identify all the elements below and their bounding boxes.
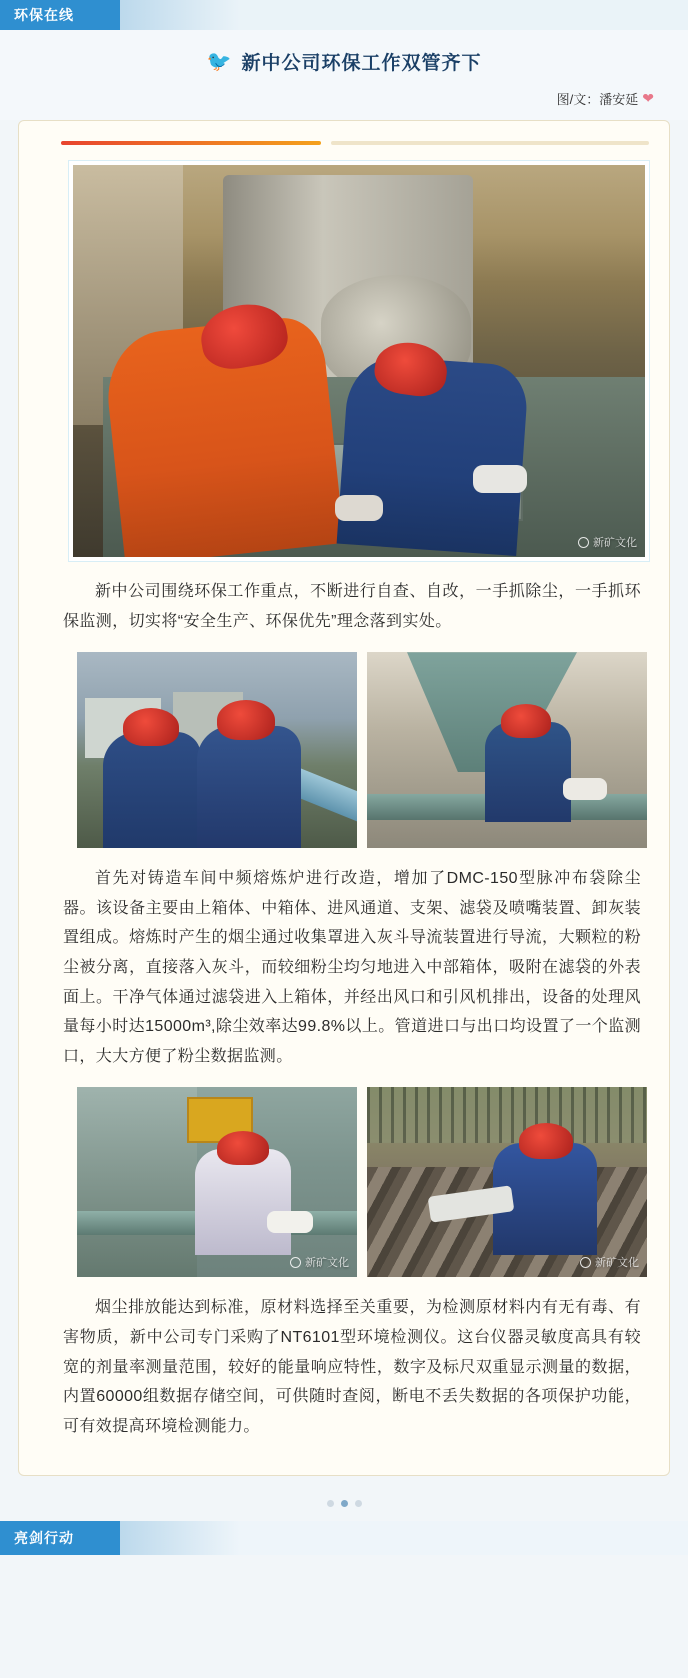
- scene-glove: [267, 1211, 313, 1233]
- byline-text: 图/文：潘安延: [556, 92, 639, 107]
- rule-plain-segment: [331, 141, 649, 145]
- decorative-rule: [61, 141, 649, 145]
- scene-helmet: [217, 1131, 269, 1165]
- article-card: [18, 120, 670, 1476]
- page-title: 新中公司环保工作双管齐下: [241, 53, 482, 74]
- watermark-text: 新矿文化: [595, 1257, 639, 1270]
- hero-photo-workers-installing-dust-collector: [69, 161, 649, 561]
- paragraph-3: 烟尘排放能达到标准，原材料选择至关重要，为检测原材料内有无有毒、有害物质，新中公司专门采购了NT6101型环境检测仪。这台仪器灵敏度高具有较宽的剂量率测量范围，较好的能量响应特性，数字及标尺双重显示测量的数据，内置60000组数据存储空间，可供随时查阅，断电不丢失数据的各项保护功能，可有效提高环境检测能力。: [63, 1299, 641, 1435]
- pager-dot-3[interactable]: [355, 1500, 362, 1507]
- scene-worker-2: [197, 726, 301, 848]
- watermark-text: 新矿文化: [593, 537, 637, 549]
- top-ribbon: [0, 0, 688, 30]
- photo-worker-scanning-scrap-material: [367, 1087, 647, 1277]
- paragraph-2: 首先对铸造车间中频熔炼炉进行改造，增加了DMC-150型脉冲布袋除尘器。该设备主要由上箱体、中箱体、进风通道、支架、滤袋及喷嘴装置、卸灰装置组成。熔炼时产生的烟尘通过收集罩进入灰斗导流装置进行导流，大颗粒的粉尘被分离，直接落入灰斗，而较细粉尘均匀地进入中部箱体，吸附在滤袋的外表面上。干净气体通过滤袋进入上箱体，并经出风口和引风机排出，设备的处理风量每小时达15000m³,除尘效率达99.8%以上。管道进口与出口均设置了一个监测口，大大方便了粉尘数据监测。: [63, 870, 641, 1065]
- bird-icon: 🐦: [206, 50, 232, 73]
- photo-scene-3: [77, 1087, 357, 1277]
- pager-dot-2[interactable]: [341, 1500, 348, 1507]
- paragraph-1: 新中公司围绕环保工作重点，不断进行自查、自改，一手抓除尘，一手抓环保监测，切实将“安全生产、环保优先”理念落到实处。: [63, 583, 641, 630]
- hero-photo-scene: [73, 165, 645, 557]
- photo-row-2: [77, 1087, 647, 1277]
- ribbon-label-bottom: 亮剑行动: [0, 1521, 120, 1555]
- scene-helmet-1: [123, 708, 179, 746]
- scene-helmet-2: [217, 700, 275, 740]
- scene-panel: [77, 1087, 197, 1277]
- ribbon-fade-bottom: [120, 1521, 240, 1555]
- pager-dots[interactable]: [0, 1490, 688, 1521]
- photo-watermark: [290, 1254, 349, 1270]
- watermark-logo-icon: [580, 1257, 591, 1268]
- watermark-logo-icon: [290, 1257, 301, 1268]
- scene-worker: [195, 1149, 291, 1255]
- scene-helmet: [519, 1123, 573, 1159]
- photo-watermark: [578, 534, 637, 550]
- title-row: [0, 30, 688, 89]
- photo-watermark: [580, 1254, 639, 1270]
- scene-glove: [563, 778, 607, 800]
- ribbon-label-top: 环保在线: [0, 0, 120, 30]
- watermark-text: 新矿文化: [305, 1257, 349, 1270]
- scene-worker-1: [103, 732, 201, 848]
- hero-glove-2: [335, 495, 383, 521]
- byline: [0, 89, 688, 120]
- hero-glove-1: [473, 465, 527, 493]
- photo-scene-2: [367, 652, 647, 848]
- pager-dot-1[interactable]: [327, 1500, 334, 1507]
- photo-scene-1: [77, 652, 357, 848]
- bottom-ribbon: [0, 1521, 688, 1555]
- photo-worker-at-hopper: [367, 652, 647, 848]
- photo-two-workers-inspecting-pipe: [77, 652, 357, 848]
- rule-gradient-segment: [61, 141, 321, 145]
- heart-icon: ❤: [642, 90, 654, 106]
- scene-fence: [367, 1087, 647, 1143]
- photo-worker-inside-equipment: [77, 1087, 357, 1277]
- photo-scene-4: [367, 1087, 647, 1277]
- ribbon-fade-top: [120, 0, 240, 30]
- photo-row-1: [77, 652, 647, 848]
- watermark-logo-icon: [578, 537, 589, 548]
- scene-helmet: [501, 704, 551, 738]
